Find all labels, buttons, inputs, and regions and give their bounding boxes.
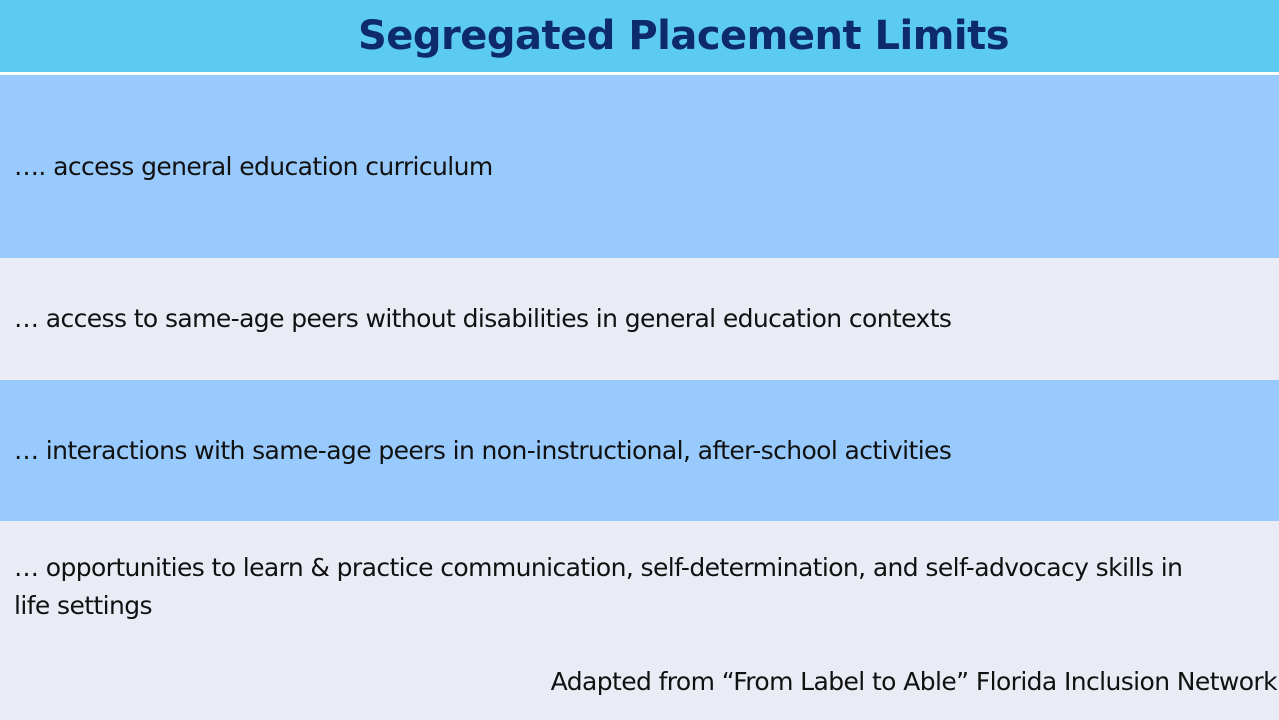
limit-text: … interactions with same-age peers in non-instructional, after-school activities: [14, 435, 952, 465]
limit-text-line: life settings: [14, 591, 152, 620]
limit-text-block: [14, 549, 1182, 625]
limit-row-curriculum: [0, 75, 1279, 258]
limit-text: …. access general education curriculum: [14, 151, 493, 181]
page-title: Segregated Placement Limits: [357, 13, 1010, 59]
source-credit: Adapted from “From Label to Able” Florida Inclusion Network: [550, 667, 1277, 696]
limit-row-activities: [0, 380, 1279, 521]
limit-row-peers: [0, 258, 1279, 380]
limit-text: … access to same-age peers without disabilities in general education contexts: [14, 304, 952, 333]
limit-row-skills: [0, 521, 1279, 720]
limit-text-line: … opportunities to learn & practice communication, self-determination, and self-advocacy skills in: [14, 553, 1183, 582]
title-bar: [0, 0, 1279, 72]
